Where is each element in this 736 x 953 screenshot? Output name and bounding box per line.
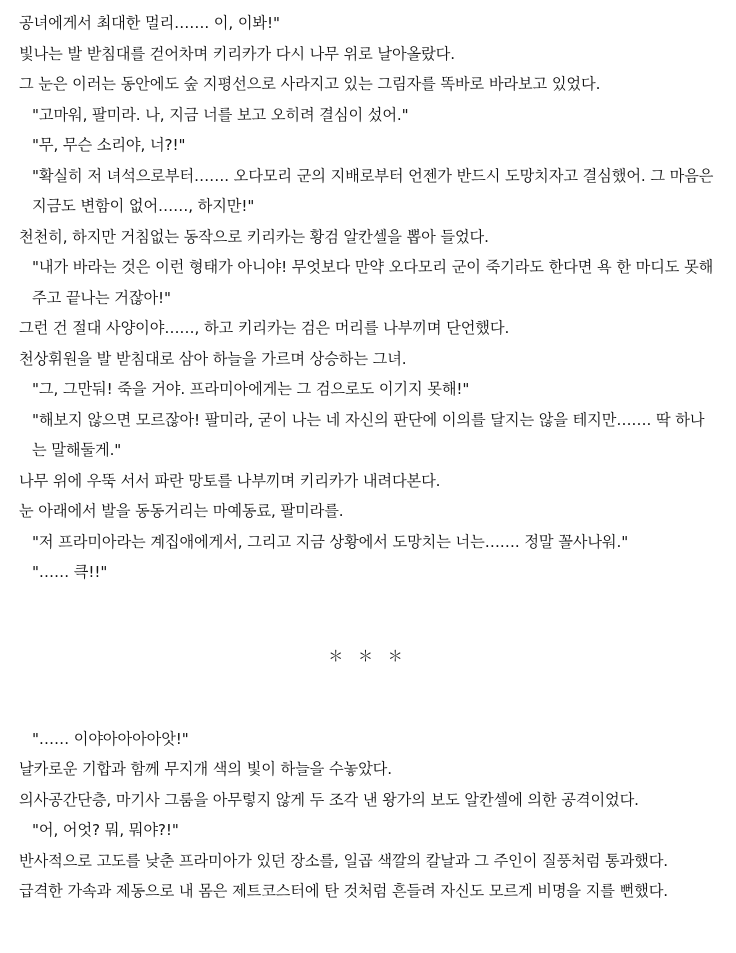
document-paragraph: "어, 어엇? 뭐, 뭐야?!" bbox=[32, 821, 179, 839]
document-paragraph: 반사적으로 고도를 낮춘 프라미아가 있던 장소를, 일곱 색깔의 칼날과 그 주인이 질풍처럼 통과했다. bbox=[19, 851, 669, 870]
document-paragraph: "무, 무슨 소리야, 너?!" bbox=[32, 136, 186, 154]
document-paragraph: "고마워, 팔미라. 나, 지금 너를 보고 오히려 결심이 섰어." bbox=[32, 105, 409, 124]
document-paragraph: 급격한 가속과 제동으로 내 몸은 제트코스터에 탄 것처럼 흔들려 자신도 모르게 비명을 지를 뻔했다. bbox=[19, 882, 669, 900]
document-paragraph: "해보지 않으면 모르잖아! 팔미라, 굳이 나는 네 자신의 판단에 이의를 달지는 않을 테지만……. 딱 하나는 말해둘게." bbox=[32, 410, 705, 459]
section-spacer bbox=[18, 666, 718, 724]
document-paragraph: 의사공간단층, 마기사 그룸을 아무렇지 않게 두 조각 낸 왕가의 보도 알칸셀에 의한 공격이었다. bbox=[19, 790, 639, 809]
document-paragraph: 눈 아래에서 발을 동동거리는 마예동료, 팔미라를. bbox=[19, 502, 344, 520]
document-paragraph: 나무 위에 우뚝 서서 파란 망토를 나부끼며 키리카가 내려다본다. bbox=[19, 471, 441, 490]
document-paragraph: "내가 바라는 것은 이런 형태가 아니야! 무엇보다 만약 오다모리 군이 죽기라도 한다면 욕 한 마디도 못해 주고 끝나는 거잖아!" bbox=[32, 258, 718, 307]
document-paragraph: 천상휘원을 발 받침대로 삼아 하늘을 가르며 상승하는 그녀. bbox=[19, 349, 407, 368]
document-paragraph: 천천히, 하지만 거침없는 동작으로 키리카는 황검 알칸셀을 뽑아 들었다. bbox=[19, 227, 489, 246]
document-paragraph: "…… 큭!!" bbox=[32, 563, 108, 581]
document-paragraph: "…… 이야아아아아앗!" bbox=[32, 729, 189, 748]
document-paragraph: 날카로운 기합과 함께 무지개 색의 빛이 하늘을 수놓았다. bbox=[19, 760, 392, 778]
document-paragraph: "확실히 저 녀석으로부터……. 오다모리 군의 지배로부터 언젠가 반드시 도망치자고 결심했어. 그 마음은 지금도 변함이 없어……, 하지만!" bbox=[32, 166, 719, 215]
document-paragraph: "그, 그만둬! 죽을 거야. 프라미아에게는 그 검으로도 이기지 못해!" bbox=[32, 380, 470, 398]
document-body bbox=[18, 8, 718, 907]
document-paragraph: "저 프라미아라는 계집애에게서, 그리고 지금 상황에서 도망치는 너는……. 정말 꼴사나워." bbox=[32, 532, 629, 551]
document-paragraph: 그런 건 절대 사양이야……, 하고 키리카는 검은 머리를 나부끼며 단언했다. bbox=[19, 319, 510, 337]
document-paragraph: 그 눈은 이러는 동안에도 숲 지평선으로 사라지고 있는 그림자를 똑바로 바라보고 있었다. bbox=[19, 75, 601, 93]
section-spacer bbox=[18, 588, 718, 646]
document-paragraph: 공녀에게서 최대한 멀리……. 이, 이봐!" bbox=[19, 14, 280, 32]
scene-break-divider: ＊ ＊ ＊ bbox=[328, 646, 408, 665]
document-paragraph: 빛나는 발 받침대를 걷어차며 키리카가 다시 나무 위로 날아올랐다. bbox=[19, 44, 455, 63]
